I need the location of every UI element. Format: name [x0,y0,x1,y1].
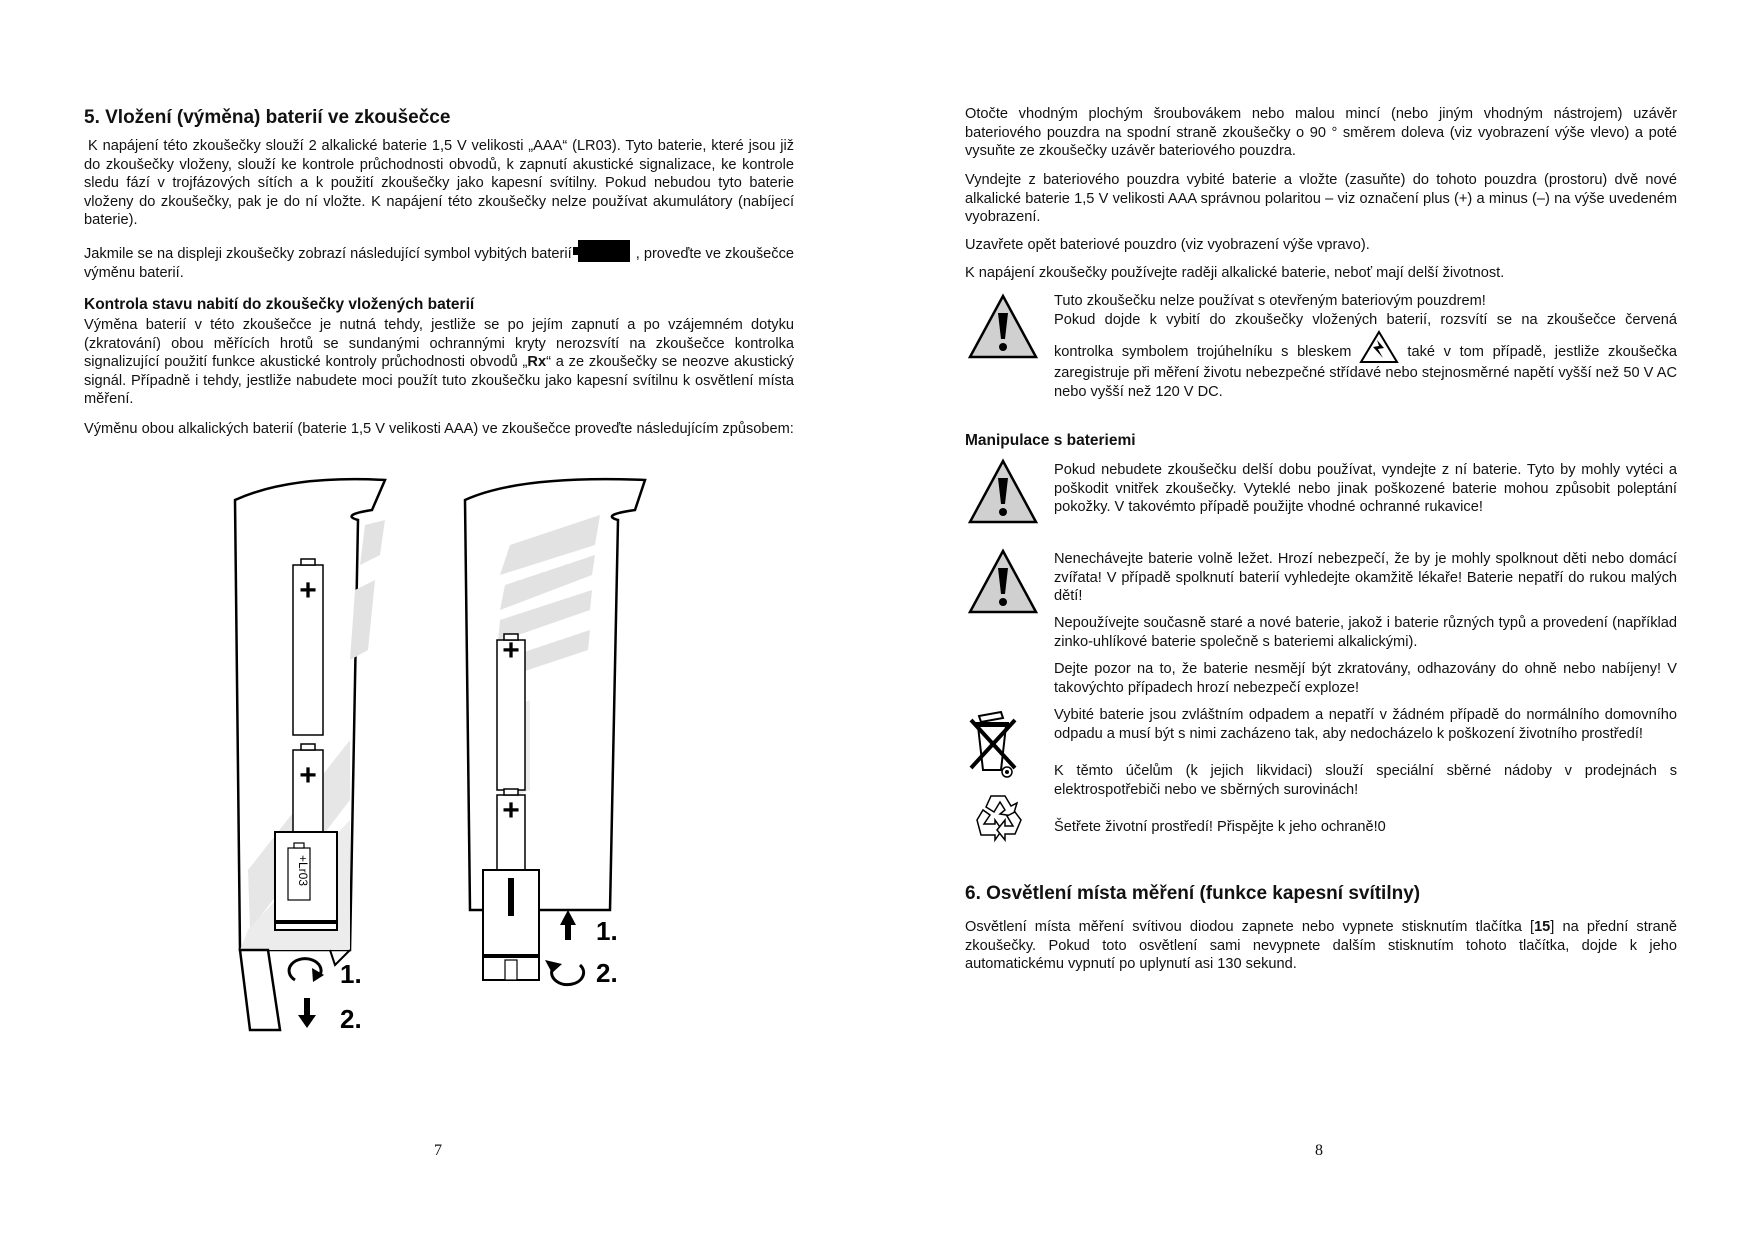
alkaline-recommendation: K napájení zkoušečky používejte raději alkalické baterie, neboť mají delší životnost. [965,265,1505,281]
short-circuit-warning: Dejte pozor na to, že baterie nesmějí být zkratovány, odhazovány do ohně nebo nabíjeny! V takovýchto případech hrozí nebezpečí exploze! [1054,661,1677,696]
flashlight-text-a: Osvětlení místa měření svítivou diodou zapnete nebo vypnete stisknutím tlačítka [ [965,919,1535,935]
battery-lr03-label: +Lr03 [296,855,310,887]
page-number-left: 7 [434,1142,442,1159]
crossed-bin-icon [967,708,1023,778]
battery-handling-subheading: Manipulace s bateriemi [965,432,1136,449]
recycle-icon [969,790,1029,848]
open-housing-paragraph: Otočte vhodným plochým šroubovákem nebo malou mincí (nebo jiným vhodným nástrojem) uzávěr bateriového pouzdra na spodní straně zkoušečky o 90 ° směrem doleva (viz vyobrazení výše vlevo) a poté vysuňte ze zkoušečky uzávěr bateriového pouzdra. [965,106,1677,159]
warning-red-indicator [1054,311,1677,402]
left-step-1: 1. [340,959,362,989]
battery-intro-paragraph: K napájení této zkoušečky slouží 2 alkalické baterie 1,5 V velikosti „AAA“ (LR03). Tyto baterie, které jsou již do zkoušečky vloženy, slouží ke kontrole průchodnosti obvodů, k zapnutí akustické signalizace, ke kontrole sledu fází v trojfázových sítích a k použití zkoušečky jako kapesní svítilny. Pokud nebudou tyto baterie vloženy do zkoušečky, pak je do ní vložte. K napájení této zkoušečky nelze používat akumulátory (nabíjecí baterie). [84,138,794,228]
tester-open-housing [235,479,385,1034]
warning-triangle-icon [967,548,1039,616]
battery-check-paragraph [84,316,794,409]
battery-plus-4: + [502,794,520,827]
disposal-paragraph: Vybité baterie jsou zvláštním odpadem a nepatří v žádném případě do normálního domovního odpadu a musí být s nimi zacházeno tak, aby nedocházelo k poškození životního prostředí! [1054,707,1677,742]
battery-plus-1: + [299,574,317,607]
low-battery-text-b: , proveďte ve zkoušečce výměnu baterií. [84,246,795,281]
mixing-batteries-warning: Nepoužívejte současně staré a nové baterie, jakož i baterie různých typů a provedení (například zinko-uhlíkové baterie společně s bateriemi alkalickými). [1054,615,1677,650]
battery-leak-warning: Pokud nebudete zkoušečku delší dobu používat, vyndejte z ní baterie. Tyto by mohly vytéci a poškodit vnitřek zkoušečky. Vyteklé nebo jinak poškozené baterie mohou způsobit poleptání pokožky. V takovémto případě použijte vhodné ochranné rukavice! [1054,462,1677,515]
button-15-label: 15 [1534,919,1551,935]
battery-plus-3: + [502,634,520,667]
close-housing-paragraph: Uzavřete opět bateriové pouzdro (viz vyobrazení výše vpravo). [965,237,1370,253]
section-5-heading: 5. Vložení (výměna) baterií ve zkoušečce [84,107,451,128]
insert-batteries-paragraph: Vyndejte z bateriového pouzdra vybité baterie a vložte (zasuňte) do tohoto pouzdra (prostoru) dvě nové alkalické baterie 1,5 V velikosti AAA správnou polaritou – viz označení plus (+) a minus (–) na výše uvedeném vyobrazení. [965,172,1677,225]
low-battery-paragraph [84,240,794,282]
environment-paragraph: Šetřete životní prostředí! Přispějte k jeho ochraně!0 [1054,819,1386,835]
warning-triangle-icon [967,458,1039,526]
battery-check-text-b: “ a ze zkoušečky se neozve akustický signál. Případně i tehdy, jestliže nabudete moci použít tuto zkoušečku jako kapesní svítilnu k osvětlení místa měření. [84,354,794,407]
warning-triangle-icon [967,293,1039,361]
battery-check-subheading: Kontrola stavu nabití do zkoušečky vložených baterií [84,296,475,313]
right-step-1: 1. [596,916,618,946]
lightning-triangle-icon [1359,330,1399,364]
left-step-2: 2. [340,1004,362,1034]
warning-red-indicator-text-a: Pokud dojde k vybití do zkoušečky vložených baterií, rozsvítí se na zkoušečce červená kontrolka symbolem trojúhelníku s bleskem [1054,312,1677,360]
battery-check-text-a: Výměna baterií v této zkoušečce je nutná tehdy, jestliže se po jejím zapnutí a po vzájemném dotyku (zkratování) obou měřících hrotů se sundanými ochrannými kryty nerozsvítí na zkoušečce kontrolka signalizující použití funkce akustické kontroly průchodnosti obvodů „ [84,317,794,370]
flashlight-paragraph [965,918,1677,974]
right-step-2: 2. [596,958,618,988]
swallow-warning: Nenechávejte baterie volně ležet. Hrozí nebezpečí, že by je mohly spolknout děti nebo domácí zvířata! V případě spolknutí baterií vyhledejte okamžitě lékaře! Baterie nepatří do rukou malých dětí! [1054,551,1677,604]
warning-red-indicator-text-b: také v tom případě, jestliže zkoušečka zaregistruje při měření životu nebezpečné střídavé nebo stejnosměrné napětí vyšší než 50 V AC nebo vyšší než 120 V DC. [1054,344,1677,400]
flashlight-text-b: ] na přední straně zkoušečky. Pokud toto osvětlení sami nevypnete dalším stisknutím tohoto tlačítka, dojde k jeho automatickému vypnutí po uplynutí asi 130 sekund. [965,919,1677,972]
tester-closed-housing [465,479,645,988]
page-number-right: 8 [1315,1142,1323,1159]
battery-plus-2: + [299,759,317,792]
section-6-heading: 6. Osvětlení místa měření (funkce kapesní svítilny) [965,883,1421,904]
rx-label: Rx [527,354,547,370]
low-battery-icon [578,240,630,262]
battery-replacement-figure [200,470,700,1110]
right-page [877,0,1754,1240]
warning-open-housing: Tuto zkoušečku nelze používat s otevřeným bateriovým pouzdrem! [1054,293,1486,309]
low-battery-text-a: Jakmile se na displeji zkoušečky zobrazí následující symbol vybitých baterií [84,246,572,262]
collection-paragraph: K těmto účelům (k jejich likvidaci) slouží speciální sběrné nádoby v prodejnách s elektrospotřebiči nebo ve sběrných surovinách! [1054,763,1677,798]
replacement-intro-paragraph: Výměnu obou alkalických baterií (baterie 1,5 V velikosti AAA) ve zkoušečce proveďte následujícím způsobem: [84,421,794,437]
